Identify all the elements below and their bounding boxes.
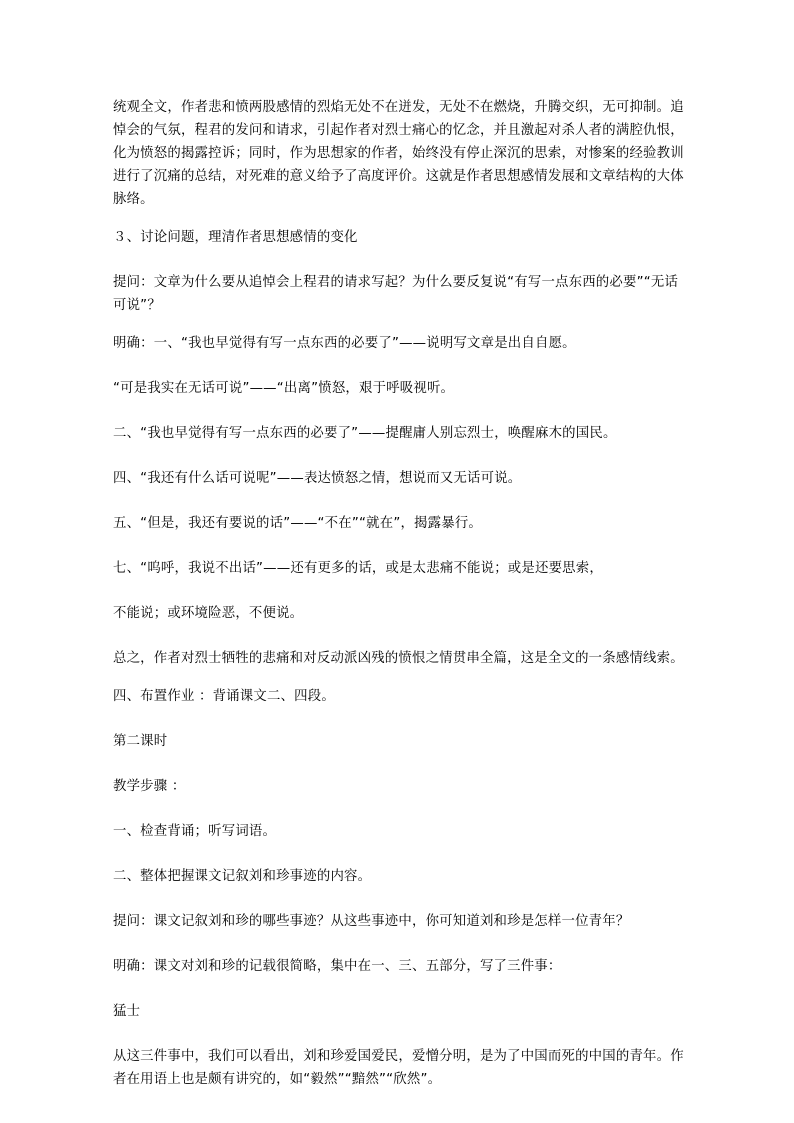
paragraph-final: 从这三件事中，我们可以看出，刘和珍爱国爱民，爱憎分明，是为了中国而死的中国的青年。作者在用语上也是颇有讲究的，如“毅然”“黯然”“欣然”。 [113,1049,684,1087]
paragraph-answer-1: 明确：一、“我也早觉得有写一点东西的必要了”——说明写文章是出自自愿。 [113,336,576,351]
paragraph-question: 提问：文章为什么要从追悼会上程君的请求写起？为什么要反复说“有写一点东西的必要”“无话可说”？ [113,275,679,313]
document-page [113,96,688,1113]
paragraph-answer-summary: 明确：课文对刘和珍的记载很简略，集中在一、三、五部分，写了三件事： [113,959,562,974]
paragraph-answer-4: 四、“我还有什么话可说呢”——表达愤怒之情，想说而又无话可说。 [113,471,522,486]
paragraph-homework: 四、布置作业 ：背诵课文二、四段。 [113,689,335,704]
paragraph-step-1: 一、检查背诵；听写词语。 [113,824,277,839]
paragraph-section-3-heading: ３、讨论问题，理清作者思想感情的变化 [113,230,358,245]
paragraph-conclusion: 总之，作者对烈士牺牲的悲痛和对反动派凶残的愤恨之情贯串全篇，这是全文的一条感情线索。 [113,651,684,666]
paragraph-step-2: 二、整体把握课文记叙刘和珍事迹的内容。 [113,869,372,884]
paragraph-summary: 统观全文，作者悲和愤两股感情的烈焰无处不在迸发，无处不在燃烧，升腾交织，无可抑制。追悼会的气氛，程君的发问和请求，引起作者对烈士痛心的忆念，并且激起对杀人者的满腔仇恨，化为愤怒的揭露控诉；同时，作为思想家的作者，始终没有停止深沉的思索，对惨案的经验教训进行了沉痛的总结，对死难的意义给予了高度评价。这就是作者思想感情发展和文章结构的大体脉络。 [113,100,684,207]
paragraph-answer-7: 七、“呜呼，我说不出话”——还有更多的话，或是太悲痛不能说；或是还要思索， [113,561,603,576]
paragraph-lesson-2-heading: 第二课时 [113,734,168,749]
paragraph-warrior: 猛士 [113,1004,141,1019]
paragraph-answer-7-cont: 不能说；或环境险恶，不便说。 [113,606,304,621]
paragraph-answer-5: 五、“但是，我还有要说的话”——“不在”“就在”，揭露暴行。 [113,516,482,531]
paragraph-question-2: 提问：课文记叙刘和珍的哪些事迹？从这些事迹中，你可知道刘和珍是怎样一位青年？ [113,914,630,929]
paragraph-steps-heading: 教学步骤 ： [113,779,186,794]
paragraph-answer-2: 二、“我也早觉得有写一点东西的必要了”——提醒庸人别忘烈士，唤醒麻木的国民。 [113,426,617,441]
paragraph-answer-1b: “可是我实在无话可说”——“出离”愤怒，艰于呼吸视听。 [113,381,455,396]
